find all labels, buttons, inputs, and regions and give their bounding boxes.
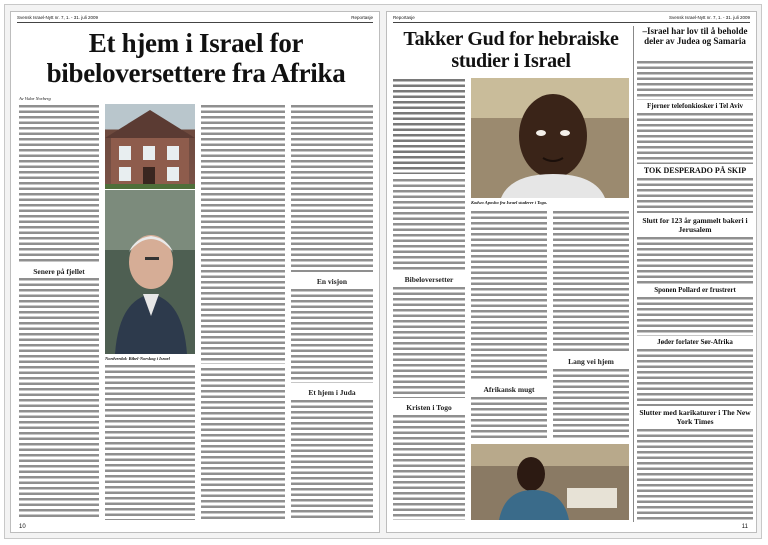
article-title: Takker Gud for hebraiske studier i Israel	[403, 28, 619, 72]
man-portrait-illustration	[105, 190, 195, 354]
body-column-4c	[291, 399, 373, 520]
subheading: Afrikansk mugt	[483, 385, 535, 394]
byline: Av Vidar Norberg	[19, 96, 51, 101]
sidebar-item-title: Slutt for 123 år gammelt bakeri i Jerusalem	[642, 216, 748, 234]
sidebar-text-5	[637, 296, 753, 336]
body-column-2b	[471, 396, 547, 440]
sidebar-text-1	[637, 60, 753, 100]
article-title: Et hjem i Israel for bibeloversettere fra Afrika	[46, 28, 346, 88]
sidebar-text-3	[637, 177, 753, 213]
photo-caption: Nordverdal: Bibel-Norskog i Israel	[105, 356, 170, 361]
subheading: Kristen i Togo	[406, 403, 452, 412]
sidebar-text-6	[637, 348, 753, 406]
sidebar-headline: –Israel har lov til å beholde deler av Judea og Samaria	[642, 26, 748, 46]
header-right: Reportasje	[351, 15, 373, 20]
sidebar-text-2	[637, 112, 753, 164]
intro-column	[393, 78, 465, 174]
subheading: En visjon	[316, 277, 348, 286]
man-reading-illustration	[471, 444, 629, 520]
header-left: Svensk Israel-Nytt nr. 7, 1. - 31. juli 2009	[17, 15, 99, 20]
reading-photo	[471, 444, 629, 520]
photo-caption: Kodwo Aposho fra Israel studerer i Togo.	[471, 200, 548, 205]
newspaper-spread	[4, 4, 762, 539]
sidebar-item-title: TOK DESPERADO PÅ SKIP	[643, 166, 747, 175]
body-column-1b	[393, 286, 465, 398]
student-photo	[471, 78, 629, 198]
sidebar-item-title: Fjerner telefonkiosker i Tel Aviv	[646, 102, 744, 110]
body-column-2	[471, 210, 547, 380]
body-column-3	[553, 210, 629, 352]
body-column-1	[19, 104, 99, 264]
column-rule	[633, 26, 634, 522]
page-number: 11	[741, 524, 748, 530]
body-column-3	[201, 104, 285, 364]
body-column-3b	[553, 368, 629, 440]
sidebar-item-title: Jøder forlater Sør-Afrika	[657, 338, 733, 346]
page-header	[17, 15, 373, 23]
portrait-photo	[105, 190, 195, 354]
sidebar-item-title: Slutter med karikaturer i The New York Times	[639, 408, 751, 426]
body-column-4b	[291, 288, 373, 383]
sidebar-text-4	[637, 236, 753, 284]
header-left: Reportasje	[393, 15, 415, 20]
right-page	[386, 11, 757, 533]
house-photo	[105, 104, 195, 189]
header-right: Svensk Israel-Nytt nr. 7, 1. - 31. juli 2009	[668, 15, 750, 20]
subheading: Lang vei hjem	[568, 357, 614, 366]
left-page	[10, 11, 380, 533]
body-column-4	[291, 104, 373, 272]
student-portrait-illustration	[471, 78, 629, 198]
sidebar-text-7	[637, 428, 753, 520]
subheading: Bibeloversetter	[404, 275, 454, 284]
body-column-1b	[19, 277, 99, 520]
body-column-3b	[201, 367, 285, 520]
body-column-1	[393, 178, 465, 270]
subheading: Senere på fjellet	[33, 267, 85, 276]
body-column-1c	[393, 414, 465, 520]
body-column-2	[105, 364, 195, 520]
page-header	[393, 15, 750, 23]
sidebar-item-title: Sponen Pollard er frustrert	[654, 286, 736, 294]
subheading: Et hjem i Juda	[308, 388, 356, 397]
house-illustration	[105, 104, 195, 189]
page-number: 10	[19, 524, 26, 530]
